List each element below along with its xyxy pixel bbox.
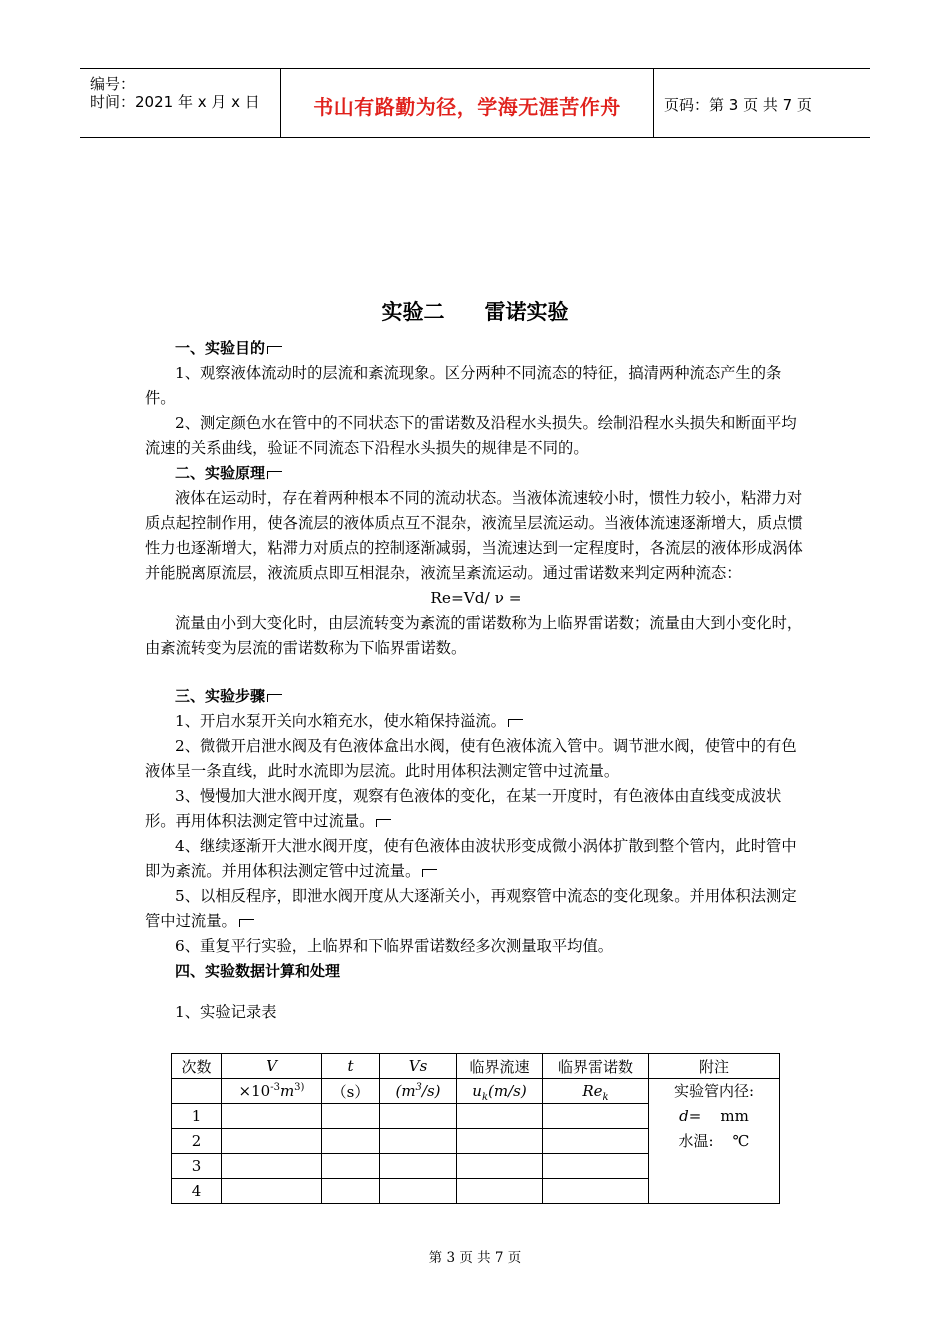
header-volume: V [222,1054,322,1079]
notes-cell [649,1079,780,1204]
document-body [145,336,807,1025]
section-4-heading: 四、实验数据计算和处理 [175,962,341,980]
header-time: t [322,1054,380,1079]
section-3-step-2: 2、微微开启泄水阀及有色液体盒出水阀，使有色液体流入管中。调节泄水阀，使管中的有色液体呈一条直线，此时水流即为层流。此时用体积法测定管中过流量。 [145,737,797,780]
section-3-step-3: 3、慢慢加大泄水阀开度，观察有色液体的变化，在某一开度时，有色液体由直线变成波状形。再用体积法测定管中过流量。 [145,787,782,830]
paragraph-mark-icon [267,694,282,702]
section-2-paragraph-2: 流量由小到大变化时，由层流转变为紊流的雷诺数称为上临界雷诺数；流量由大到小变化时，由紊流转变为层流的雷诺数称为下临界雷诺数。 [145,614,803,657]
section-1-heading: 一、实验目的 [145,336,807,361]
section-3-step-6: 6、重复平行实验，上临界和下临界雷诺数经多次测量取平均值。 [175,937,614,955]
unit-volume: $\times 10^{-3}m^{3)}$ [222,1079,322,1104]
row-index: 2 [172,1129,222,1154]
row-index: 3 [172,1154,222,1179]
paragraph-mark-icon [239,919,254,927]
unit-critical-reynolds: $Re_k$ [543,1079,649,1104]
record-table [171,1053,780,1204]
header-count: 次数 [172,1054,222,1079]
section-1-paragraph-2: 2、测定颜色水在管中的不同状态下的雷诺数及沿程水头损失。绘制沿程水头损失和断面平均流速的关系曲线，验证不同流态下沿程水头损失的规律是不同的。 [145,414,797,457]
header-critical-reynolds: 临界雷诺数 [543,1054,649,1079]
unit-time: （s） [322,1079,380,1104]
paragraph-mark-icon [376,819,391,827]
title-part2: 雷诺实验 [484,300,569,324]
header-critical-velocity: 临界流速 [457,1054,543,1079]
note-temperature-line: 水温: ℃ [678,1132,750,1150]
note-diameter-line: d= mm [679,1107,749,1125]
page-title [0,296,950,326]
paragraph-mark-icon [422,869,437,877]
section-2-paragraph-1: 液体在运动时，存在着两种根本不同的流动状态。当液体流速较小时，惯性力较小，粘滞力对质点起控制作用，使各流层的液体质点互不混杂，液流呈层流运动。当液体流速逐渐增大，质点惯性力也逐渐增大，粘滞力对质点的控制逐渐减弱，当流速达到一定程度时，各流层的液体形成涡体并能脱离原流层，液流质点即互相混杂，液流呈紊流运动。通过雷诺数来判定两种流态： [145,489,803,582]
table-unit-row [172,1079,780,1104]
section-2-heading: 二、实验原理 [145,461,807,486]
header-notes: 附注 [649,1054,780,1079]
section-1-paragraph-1: 1、观察液体流动时的层流和紊流现象。区分两种不同流态的特征，搞清两种流态产生的条件。 [145,364,782,407]
paragraph-mark-icon [508,719,523,727]
motto: 书山有路勤为径，学海无涯苦作舟 [313,95,621,119]
row-index: 4 [172,1179,222,1204]
header-page-cell [654,69,870,137]
unit-critical-velocity: $u_k(m/s)$ [457,1079,543,1104]
header-flow-rate: Vs [380,1054,457,1079]
header-motto-cell [281,69,654,137]
row-index: 1 [172,1104,222,1129]
paragraph-mark-icon [267,346,282,354]
paragraph-mark-icon [267,471,282,479]
section-3-step-5: 5、以相反程序，即泄水阀开度从大逐渐关小，再观察管中流态的变化现象。并用体积法测定管中过流量。 [145,887,797,930]
title-part1: 实验二 [381,300,445,324]
note-pipe-diameter-label: 实验管内径: [673,1082,755,1100]
section-3-step-1: 1、开启水泵开关向水箱充水，使水箱保持溢流。 [145,709,807,734]
header-meta-cell [80,69,281,137]
section-3-step-4: 4、继续逐渐开大泄水阀开度，使有色液体由波状形变成微小涡体扩散到整个管内，此时管中即为紊流。并用体积法测定管中过流量。 [145,837,797,880]
number-label: 编号： [90,75,136,93]
date-line: 时间：2021 年 x 月 x 日 [90,93,260,111]
section-3-heading: 三、实验步骤 [145,684,807,709]
page-footer: 第 3 页 共 7 页 [428,1250,522,1266]
table-header-row [172,1054,780,1079]
unit-flow-rate: $(m^3/s)$ [380,1079,457,1104]
page-code: 页码：第 3 页 共 7 页 [664,96,812,114]
table-caption: 1、实验记录表 [175,1003,277,1021]
reynolds-formula: Re=Vd/ ν = [430,589,522,607]
document-header [80,68,870,138]
